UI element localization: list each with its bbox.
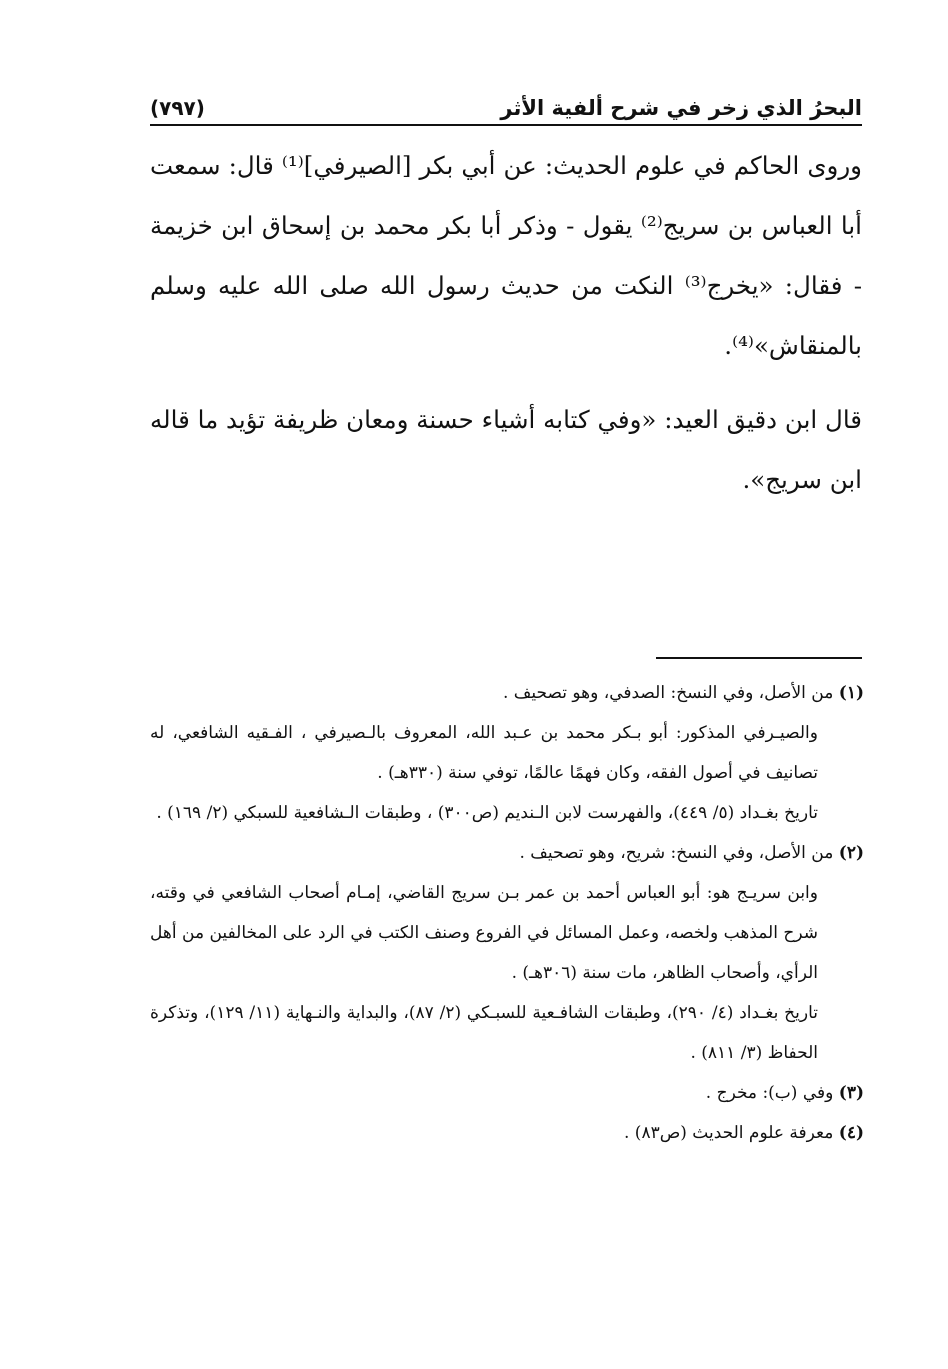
book-title: البحرُ الذي زخر في شرح ألفية الأثر [500,96,862,120]
footnote-text: وفي (ب): مخرج . [705,1083,834,1103]
footnote-2 [150,833,864,1073]
footnote-text: من الأصل، وفي النسخ: شريح، وهو تصحيف . [519,843,834,863]
footnote-continuation: تاريخ بغـداد (٤/ ٢٩٠)، وطبقات الشافـعية للسبـكي (٢/ ٨٧)، والبداية والنـهاية (١١/ ١٢٩)، وتذكرة الحفاظ (٣/ ٨١١) . [150,1003,818,1063]
footnote-1 [150,673,864,833]
paragraph: وروى الحاكم في علوم الحديث: عن أبي بكر [الصيرفي]⁽¹⁾ قال: سمعت أبا العباس بن سريج⁽²⁾ يقول - وذكر أبا بكر محمد بن إسحاق ابن خزيمة - فقال: «يخرج⁽³⁾ النكت من حديث رسول الله صلى الله عليه وسلم بالمنقاش»⁽⁴⁾. [150,151,862,360]
footnote-3 [150,1073,864,1113]
footnote-continuation: والصيـرفي المذكور: أبو بـكر محمد بن عـبد الله، المعروف بالـصيرفي ، الفـقيه الشافعي، له تصانيف في أصول الفقه، وكان فهمًا عالمًا، توفي سنة (٣٣٠هـ) . [150,723,818,783]
footnote-continuation: وابن سريـج هو: أبو العباس أحمد بن عمر بـن سريج القاضي، إمـام أصحاب الشافعي في وقته، شرح المذهب ولخصه، وعمل المسائل في الفروع وصنف الكتب في الرد على المخالفين من أهل الرأي، وأصحاب الظاهر، مات سنة (٣٠٦هـ) . [150,883,818,983]
footnote-text: معرفة علوم الحديث (ص٨٣) . [624,1123,834,1143]
running-header [150,80,862,126]
footnote-number: (٤) [838,1123,864,1143]
page-number: (٧٩٧) [150,96,205,120]
paragraph: قال ابن دقيق العيد: «وفي كتابه أشياء حسنة ومعان ظريفة تؤيد ما قاله ابن سريج». [150,405,862,494]
footnote-separator [656,657,862,659]
footnote-number: (٢) [838,843,864,863]
footnote-number: (٣) [838,1083,864,1103]
main-text [150,136,862,510]
footnotes [150,673,864,1153]
footnote-text: من الأصل، وفي النسخ: الصدفي، وهو تصحيف . [502,683,834,703]
footnote-number: (١) [838,683,864,703]
footnote-continuation: تاريخ بغـداد (٥/ ٤٤٩)، والفهرست لابن الـنديم (ص٣٠٠) ، وطبقات الـشافعية للسبكي (٢/ ١٦٩) . [156,803,818,823]
footnote-4 [150,1113,864,1153]
